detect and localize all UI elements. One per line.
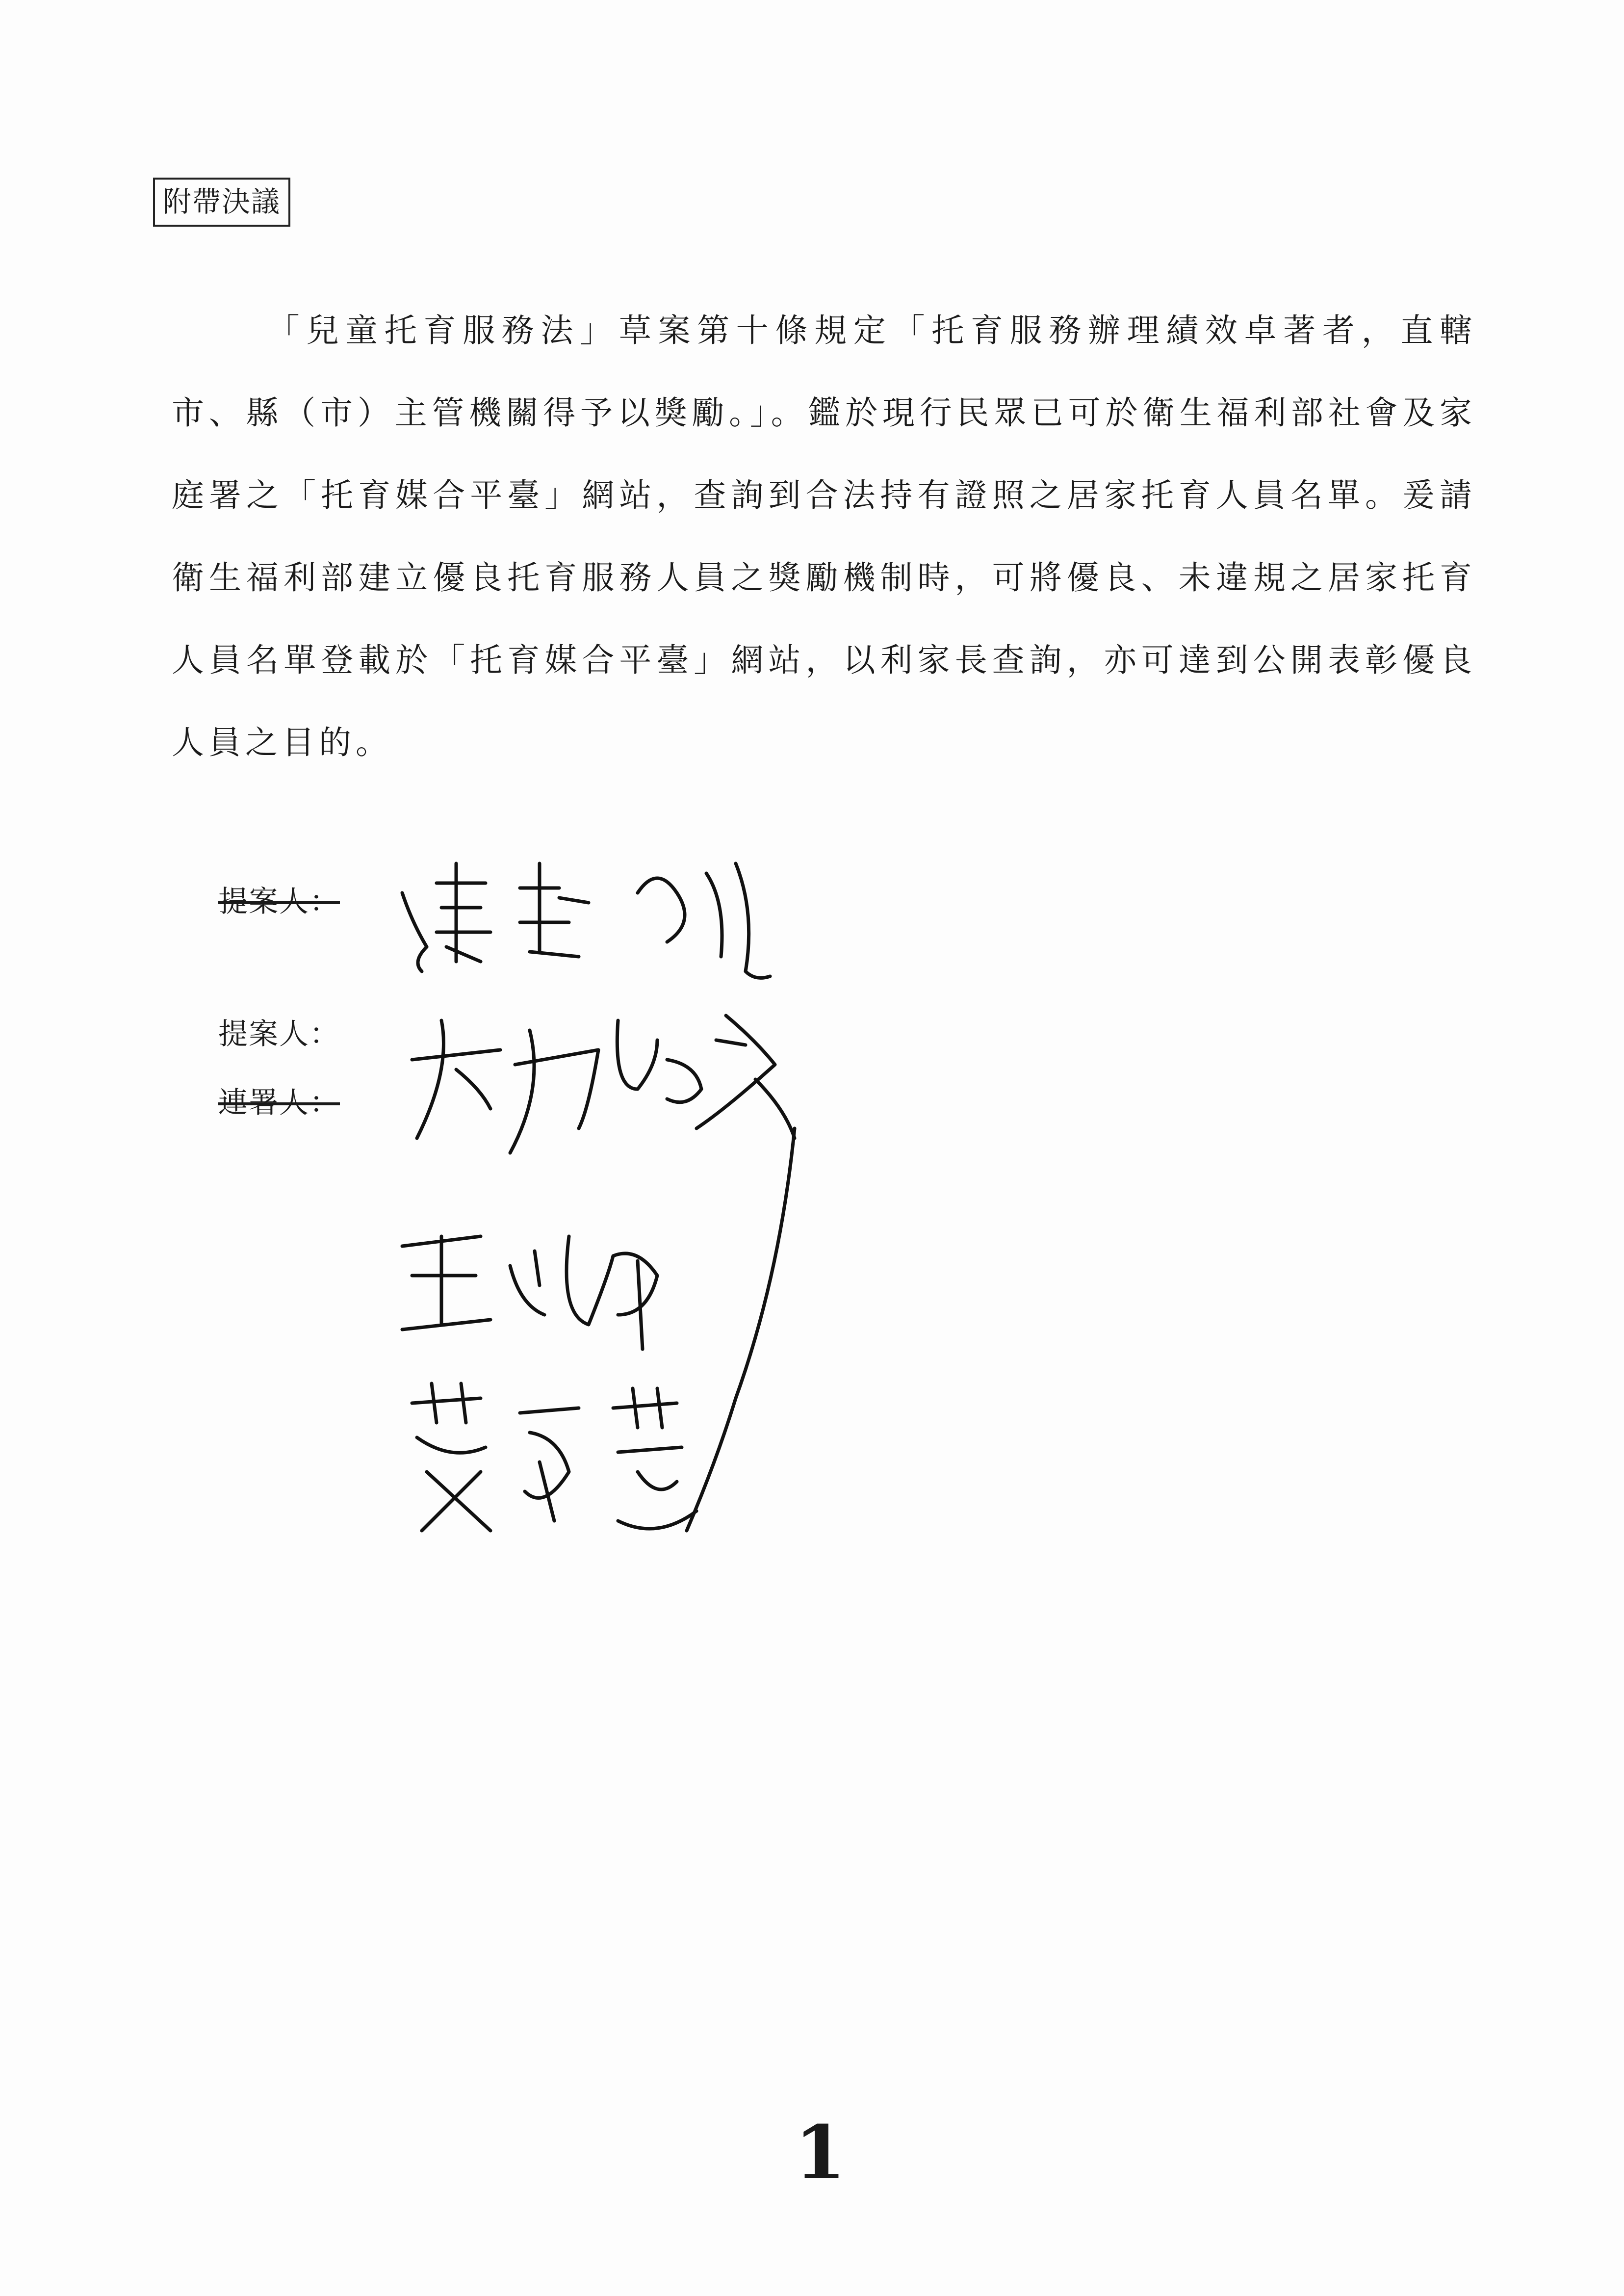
signature-1 [402, 863, 770, 978]
sponsor-label: 提案人： [218, 1017, 340, 1051]
body-paragraph [172, 289, 1476, 784]
signature-3 [402, 1236, 657, 1349]
proposer-label-struck: 提案人： [218, 885, 340, 919]
heading-box [153, 178, 290, 227]
signature-4 [412, 1383, 696, 1531]
body-text: 「兒童托育服務法」草案第十條規定「托育服務辦理績效卓著者，直轄市、縣（市）主管機關得予以獎勵。」。鑑於現行民眾已可於衛生福利部社會及家庭署之「托育媒合平臺」網站，查詢到合法持有證照之居家托育人員名單。爰請衛生福利部建立優良托育服務人員之獎勵機制時，可將優良、未違規之居家托育人員名單登載於「托育媒合平臺」網站，以利家長查詢，亦可達到公開表彰優良人員之目的。 [172, 312, 1476, 761]
page-number: 1 [795, 2110, 846, 2196]
heading-text: 附帶決議 [163, 185, 281, 218]
handwritten-signatures [383, 834, 922, 1580]
cosigner-label-struck: 連署人： [218, 1086, 340, 1120]
